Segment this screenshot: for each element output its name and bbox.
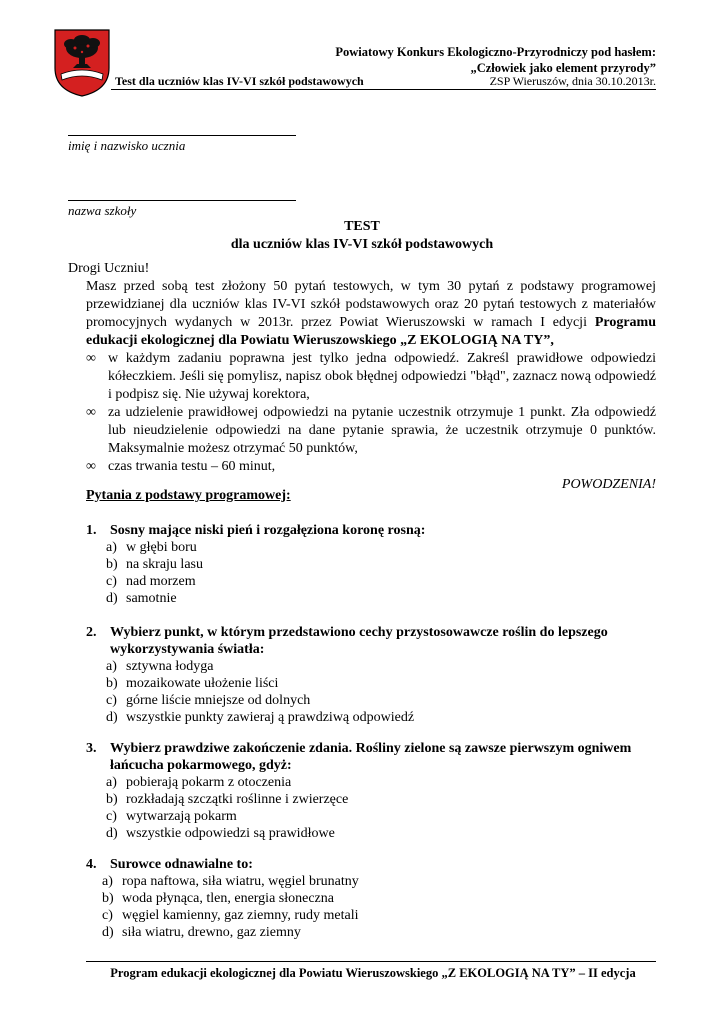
greeting: Drogi Uczniu! [68, 261, 150, 276]
answer-option[interactable]: a) sztywna łodyga [106, 659, 214, 674]
test-title: TEST dla uczniów klas IV-VI szkół podstawowych [230, 219, 494, 252]
answer-option[interactable]: a) w głębi boru [106, 540, 197, 555]
question-1: 1. Sosny mające niski pień i rozgałęziona koronę rosną: a) w głębi boru b) na skraju lasu c) nad morzem d) samotnie [86, 522, 656, 607]
section-title: Pytania z podstawy programowej: [86, 488, 291, 503]
infinity-icon: ∞ [86, 459, 96, 474]
header-divider [111, 89, 656, 90]
answer-option[interactable]: a) ropa naftowa, siła wiatru, węgiel brunatny [102, 874, 359, 889]
answer-option[interactable]: b) mozaikowate ułożenie liści [106, 676, 279, 691]
infinity-icon: ∞ [86, 351, 96, 366]
answer-option[interactable]: c) nad morzem [106, 574, 196, 589]
bullet-item: ∞ czas trwania testu – 60 minut, [68, 458, 656, 476]
footer-text: Program edukacji ekologicznej dla Powiatu Wieruszowskiego „Z EKOLOGIĄ NA TY” – II edycja [110, 966, 636, 980]
student-name-line[interactable] [68, 135, 296, 136]
header-right: ZSP Wieruszów, dnia 30.10.2013r. [489, 74, 656, 88]
school-name-label: nazwa szkoły [68, 203, 137, 218]
bullet-item: ∞ w każdym zadaniu poprawna jest tylko jedna odpowiedź. Zakreśl prawidłowe odpowiedzi kółeczkiem. Jeśli się pomylisz, napisz obok błędnej odpowiedzi "błąd", zaznacz nową odpowiedź i podpisz się. Nie używaj korektora, [68, 350, 656, 404]
answer-option[interactable]: d) wszystkie punkty zawieraj ą prawdziwą odpowiedź [106, 710, 415, 725]
answer-option[interactable]: b) na skraju lasu [106, 557, 203, 572]
answer-option[interactable]: b) rozkładają szczątki roślinne i zwierzęce [106, 792, 349, 807]
good-luck: POWODZENIA! [561, 477, 656, 492]
footer-divider [86, 961, 656, 962]
school-name-line[interactable] [68, 200, 296, 201]
question-4: 4. Surowce odnawialne to: a) ropa naftowa, siła wiatru, węgiel brunatny b) woda płynąca, tlen, energia słoneczna c) węgiel kamienny, gaz ziemny, rudy metali d) siła wiatru, drewno, gaz ziemny [86, 856, 656, 941]
header-title: Powiatowy Konkurs Ekologiczno-Przyrodniczy pod hasłem: „Człowiek jako element przyrody” [335, 45, 656, 75]
answer-option[interactable]: c) wytwarzają pokarm [106, 809, 237, 824]
answer-option[interactable]: b) woda płynąca, tlen, energia słoneczna [102, 891, 334, 906]
answer-option[interactable]: a) pobierają pokarm z otoczenia [106, 775, 292, 790]
header-subline [115, 74, 656, 89]
intro-paragraph: Masz przed sobą test złożony 50 pytań testowych, w tym 30 pytań z podstawy programowej przewidzianej dla uczniów klas IV-VI szkół podstawowych oraz 20 pytań testowych z materiałów promocyjnych wydanych w 2013r. przez Powiat Wieruszowski w ramach I edycji Programu edukacji ekologicznej dla Powiatu Wieruszowskiego „Z EKOLOGIĄ NA TY”, [86, 279, 656, 348]
question-3: 3. Wybierz prawdziwe zakończenie zdania. Rośliny zielone są zawsze pierwszym ogniwem łańcucha pokarmowego, gdyż: a) pobierają pokarm z otoczenia b) rozkładają szczątki roślinne i zwierzęce c) wytwarzają pokarm d) wszystkie odpowiedzi są prawidłowe [86, 740, 656, 842]
header-left: Test dla uczniów klas IV-VI szkół podstawowych [115, 74, 364, 88]
student-name-label: imię i nazwisko ucznia [68, 138, 186, 153]
question-2: 2. Wybierz punkt, w którym przedstawiono cechy przystosowawcze roślin do lepszego wykorzystywania światła: a) sztywna łodyga b) mozaikowate ułożenie liści c) górne liście mniejsze od dolnych d) wszystkie punkty zawieraj ą prawdziwą odpowiedź [86, 624, 656, 726]
answer-option[interactable]: d) siła wiatru, drewno, gaz ziemny [102, 925, 301, 940]
answer-option[interactable]: d) samotnie [106, 591, 177, 606]
bullet-item: ∞ za udzielenie prawidłowej odpowiedzi na pytanie uczestnik otrzymuje 1 punkt. Zła odpowiedź lub nieudzielenie odpowiedzi na dane pytanie sprawia, że uczestnik otrzymuje 0 punktów. Maksymalnie możesz otrzymać 50 punktów, [68, 404, 656, 458]
infinity-icon: ∞ [86, 405, 96, 420]
answer-option[interactable]: d) wszystkie odpowiedzi są prawidłowe [106, 826, 335, 841]
coat-of-arms-logo [53, 28, 111, 98]
intro [68, 260, 656, 494]
answer-option[interactable]: c) węgiel kamienny, gaz ziemny, rudy metali [102, 908, 359, 923]
answer-option[interactable]: c) górne liście mniejsze od dolnych [106, 693, 311, 708]
